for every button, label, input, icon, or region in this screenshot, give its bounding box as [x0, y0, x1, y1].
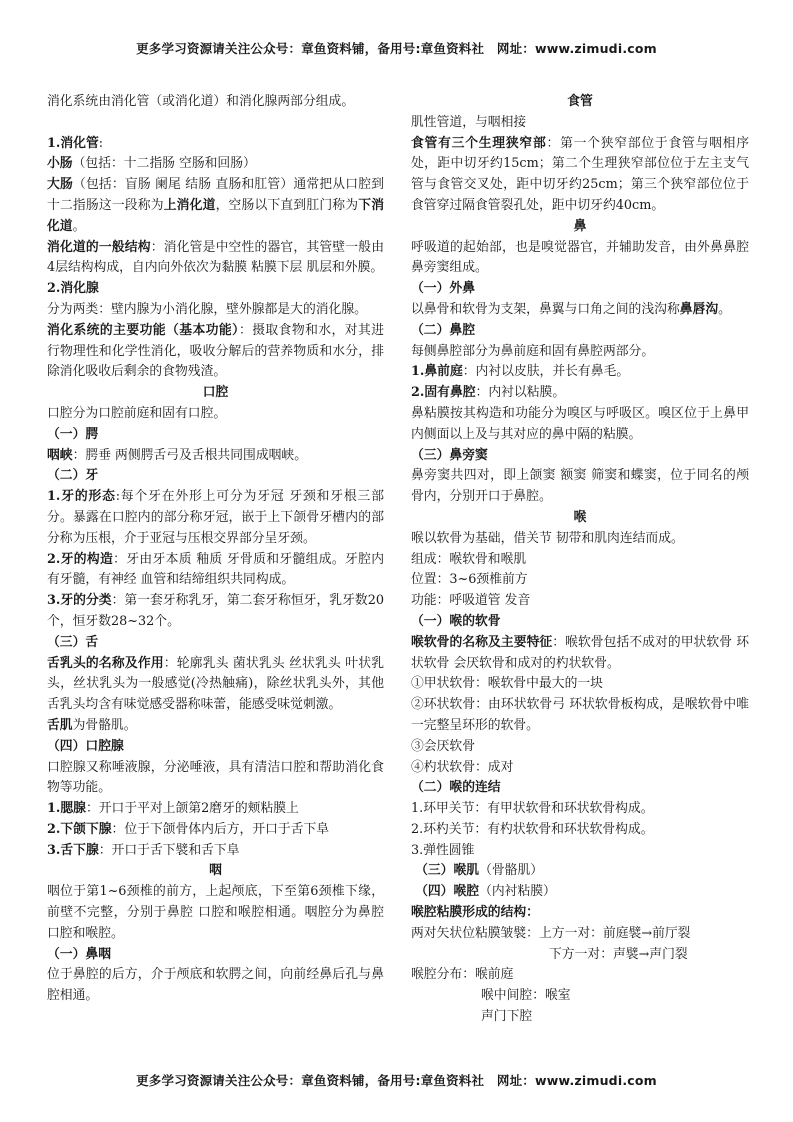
oral-cavity-text: 口腔分为口腔前庭和固有口腔。 — [47, 405, 227, 421]
heading-larynx-muscle: （三）喉肌（骨骼肌） — [415, 863, 544, 879]
division-2-text: 喉中间腔：喉室 — [481, 988, 571, 1004]
cricoid-cartilage-text: ②环状软骨：由环状软骨弓 环状软骨板构成，是喉软骨中唯一完整呈环形的软骨。 — [411, 697, 749, 733]
epiglottis-text: ③会厌软骨 — [411, 738, 475, 754]
footer-banner: 更多学习资源请关注公众号：章鱼资料铺，备用号:章鱼资料社 网址：www.zimudi.com — [136, 1073, 657, 1088]
heading-digestive-gland: 2.消化腺 — [47, 281, 99, 297]
position-text: 位置：3~6颈椎前方 — [411, 572, 528, 588]
pharynx-text: 咽位于第1~6颈椎的前方，上起颅底，下至第6颈椎下缘，前壁不完整，分别于鼻腔 口腔和喉腔相通。咽腔分为鼻腔 口腔和喉腔。 — [47, 884, 384, 941]
heading-cartilage: （一）喉的软骨 — [411, 613, 501, 629]
external-nose-text: 以鼻骨和软骨为支架，鼻翼与口角之间的浅沟称鼻唇沟。 — [411, 301, 731, 317]
large-intestine-text: 大肠（包括：盲肠 阑尾 结肠 直肠和肛管）通常把从口腔到十二指肠这一段称为上消化道，空肠以下直到肛门称为下消化道。 — [47, 177, 385, 234]
structure-text: 消化道的一般结构：消化管是中空性的器官，其管壁一般由4层结构构成，自内向外依次为黏膜 粘膜下层 肌层和外膜。 — [47, 239, 385, 276]
composition-text: 组成：喉软骨和喉肌 — [411, 551, 527, 567]
heading-nose: 鼻 — [573, 218, 587, 234]
division-1-text: 喉腔分布：喉前庭 — [411, 967, 514, 983]
heading-salivary: （四）口腔腺 — [47, 738, 124, 754]
fold-1-text: 两对矢状位粘膜皱襞：上方一对：前庭襞→前厅裂 — [411, 925, 691, 941]
narrowing-text: 食管有三个生理狭窄部：第一个狭窄部位于食管与咽相序处，距中切牙约15cm；第二个生理狭窄部位位于左主支气管与食管交叉处，距中切牙约25cm；第三个狭窄部位位于食管穿过隔食管裂孔处，距中切牙约40cm。 — [411, 135, 750, 213]
joint-1-text: 1.环甲关节：有甲状软骨和环状软骨构成。 — [411, 801, 654, 817]
arytenoid-text: ④杓状软骨：成对 — [411, 759, 514, 775]
fold-heading: 喉腔粘膜形成的结构： — [411, 905, 539, 921]
small-intestine-text: 小肠（包括：十二指肠 空肠和回肠） — [47, 156, 256, 172]
salivary-text: 口腔腺又称唾液腺，分泌唾液，具有清洁口腔和帮助消化食物等功能。 — [47, 759, 384, 796]
sublingual-text: 3.舌下腺：开口于舌下襞和舌下阜 — [47, 842, 240, 858]
heading-sinus: （三）鼻旁窦 — [411, 447, 488, 463]
nasal-cavity-text: 每侧鼻腔部分为鼻前庭和固有鼻腔两部分。 — [411, 343, 655, 359]
proper-cavity-text: 2.固有鼻腔：内衬以粘膜。 — [411, 385, 566, 401]
heading-esophagus: 食管 — [567, 94, 593, 109]
tooth-structure-text: 2.牙的构造：牙由牙本质 釉质 牙骨质和牙髓组成。牙腔内有牙髓，有神经 血管和结缔组织共同构成。 — [47, 551, 385, 588]
joint-3-text: 3.弹性圆锥 — [411, 842, 475, 858]
function-text: 消化系统的主要功能（基本功能）：摄取食物和水，对其进行物理性和化学性消化，吸收分解后的营养物质和水分，排除消化吸收后剩余的食物残渣。 — [47, 322, 385, 380]
heading-oral-cavity: 口腔 — [202, 385, 229, 401]
larynx-text: 喉以软骨为基础，借关节 韧带和肌肉连结而成。 — [411, 530, 684, 546]
heading-tongue: （三）舌 — [47, 634, 99, 650]
heading-nasopharynx: （一）鼻咽 — [47, 946, 111, 962]
header-banner: 更多学习资源请关注公众号：章鱼资料铺，备用号:章鱼资料社 网址：www.zimudi.com — [136, 41, 657, 56]
vestibule-text: 1.鼻前庭：内衬以皮肤，并长有鼻毛。 — [411, 364, 630, 380]
cartilage-text: 喉软骨的名称及主要特征：喉软骨包括不成对的甲状软骨 环状软骨 会厌软骨和成对的杓状软骨。 — [411, 634, 749, 671]
heading-external-nose: （一）外鼻 — [411, 281, 475, 297]
sinus-text: 鼻旁窦共四对，即上颌窦 额窦 筛窦和蝶窦，位于同名的颅骨内，分别开口于鼻腔。 — [411, 468, 749, 505]
heading-teeth: （二）牙 — [47, 468, 99, 484]
heading-joints: （二）喉的连结 — [411, 780, 501, 796]
parotid-text: 1.腮腺：开口于平对上颌第2磨牙的颊粘膜上 — [47, 801, 299, 817]
papilla-text: 舌乳头的名称及作用：轮廓乳头 菌状乳头 丝状乳头 叶状乳头，丝状乳头为一般感觉(冷热触痛)，除丝状乳头外，其他舌乳头均含有味觉感受器称味蕾，能感受味觉刺激。 — [47, 655, 384, 713]
tooth-class-text: 3.牙的分类：第一套牙称乳牙，第二套牙称恒牙，乳牙数20个，恒牙数28~32个。 — [47, 593, 384, 629]
mucosa-text: 鼻粘膜按其构造和功能分为嗅区与呼吸区。嗅区位于上鼻甲内侧面以上及与其对应的鼻中隔的粘膜。 — [411, 405, 749, 442]
heading-digestive-tube: 1.消化管: — [47, 135, 104, 151]
joint-2-text: 2.环杓关节：有杓状软骨和环状软骨构成。 — [411, 821, 654, 837]
heading-pharynx: 咽 — [209, 863, 222, 879]
nose-text: 呼吸道的起始部，也是嗅觉器官，并辅助发音，由外鼻鼻腔 鼻旁窦组成。 — [411, 239, 749, 276]
larynx-function-text: 功能：呼吸道管 发音 — [411, 593, 531, 609]
division-3-text: 声门下腔 — [481, 1009, 533, 1025]
esophagus-text: 肌性管道，与咽相接 — [411, 114, 527, 130]
heading-nasal-cavity: （二）鼻腔 — [411, 322, 475, 338]
heading-palate: （一）腭 — [47, 426, 99, 442]
fold-2-text: 下方一对：声襞→声门裂 — [549, 946, 688, 962]
tooth-shape-text: 1.牙的形态:每个牙在外形上可分为牙冠 牙颈和牙根三部分。暴露在口腔内的部分称牙冠，嵌于上下颌骨牙槽内的部分称为压根，介于亚冠与压根交界部分呈牙颈。 — [47, 489, 384, 546]
tongue-muscle-text: 舌肌为骨骼肌。 — [47, 717, 137, 733]
heading-larynx: 喉 — [573, 509, 587, 525]
thyroid-cartilage-text: ①甲状软骨：喉软骨中最大的一块 — [411, 676, 603, 692]
intro-text: 消化系统由消化管（或消化道）和消化腺两部分组成。 — [47, 94, 355, 109]
spacer — [47, 113, 384, 134]
right-column — [411, 92, 749, 1028]
isthmus-text: 咽峡：腭垂 两侧腭舌弓及舌根共同围成咽峡。 — [47, 447, 308, 463]
heading-larynx-cavity: （四）喉腔（内衬粘膜） — [415, 884, 556, 900]
left-column — [47, 92, 384, 1007]
gland-text: 分为两类：壁内腺为小消化腺，壁外腺都是大的消化腺。 — [47, 301, 367, 317]
submandibular-text: 2.下颌下腺：位于下颌骨体内后方，开口于舌下阜 — [47, 821, 330, 837]
nasopharynx-text: 位于鼻腔的后方，介于颅底和软腭之间，向前经鼻后孔与鼻腔相通。 — [47, 967, 384, 1004]
